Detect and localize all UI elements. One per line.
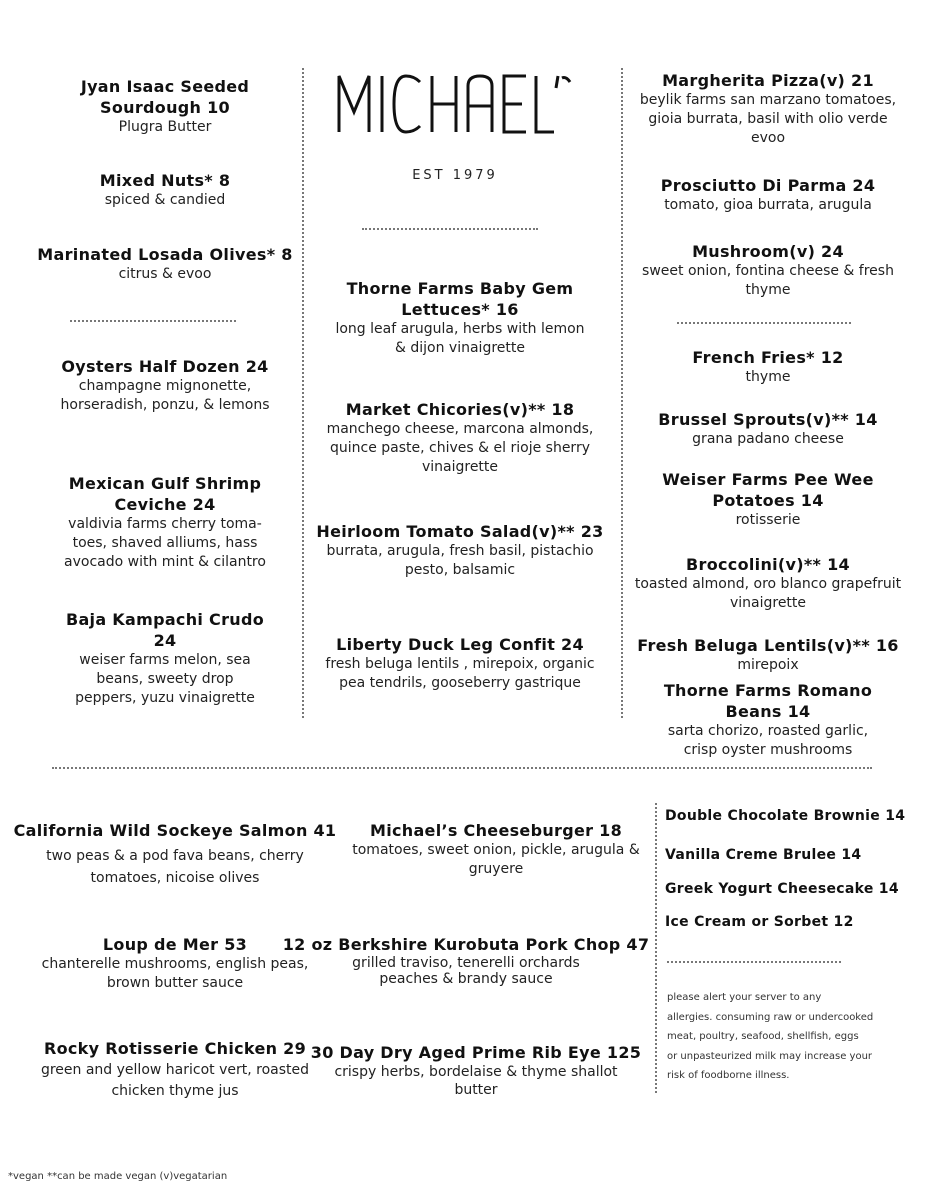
item-name: Weiser Farms Pee Wee Potatoes 14 — [662, 470, 874, 510]
item-name: Fresh Beluga Lentils(v)** 16 — [637, 636, 899, 655]
item-name: Baja Kampachi Crudo 24 — [65, 610, 265, 650]
menu-item — [620, 635, 916, 675]
menu-item — [624, 347, 912, 387]
item-desc: valdivia farms cherry toma- toes, shaved alliums, hass avocado with mint & cilantro — [64, 516, 266, 570]
notice-line: or unpasteurized milk may increase your — [667, 1050, 873, 1062]
mains-right-column — [280, 800, 652, 1120]
menu-item — [634, 70, 902, 148]
menu-item — [624, 241, 912, 300]
notice-line: allergies. consuming raw or undercooked — [667, 1011, 874, 1023]
item-desc: fresh beluga lentils , mirepoix, organic pea tendrils, gooseberry gastrique — [325, 656, 595, 691]
item-desc: green and yellow haricot vert, roasted chicken thyme jus — [40, 1062, 310, 1099]
dessert-item: Ice Cream or Sorbet 12 — [665, 914, 854, 930]
item-desc: mirepoix — [737, 657, 799, 673]
menu-item — [325, 634, 595, 693]
item-name: Michael’s Cheeseburger 18 — [369, 821, 623, 840]
item-name: Prosciutto Di Parma 24 — [660, 176, 876, 195]
item-desc: burrata, arugula, fresh basil, pistachio pesto, balsamic — [326, 543, 594, 578]
menu-item — [624, 554, 912, 613]
item-name: Margherita Pizza(v) 21 — [662, 71, 874, 90]
est-year: EST 1979 — [412, 168, 498, 183]
notice-line: meat, poultry, seafood, shellfish, eggs — [667, 1031, 859, 1042]
item-name: Jyan Isaac Seeded Sourdough 10 — [80, 77, 250, 117]
middle-column — [305, 0, 615, 760]
menu-item — [305, 399, 615, 477]
item-name: Mixed Nuts* 8 — [99, 171, 231, 190]
left-column — [20, 0, 310, 760]
menu-item — [305, 521, 615, 580]
footnote: *vegan **can be made vegan (v)vegatarian — [8, 1171, 228, 1182]
item-desc: crispy herbs, bordelaise & thyme shallot butter — [334, 1064, 618, 1098]
item-name: Thorne Farms Romano Beans 14 — [663, 681, 873, 721]
menu-item — [60, 473, 270, 572]
item-desc: manchego cheese, marcona almonds, quince paste, chives & el rioje sherry vinaigrette — [326, 421, 594, 475]
item-desc: chanterelle mushrooms, english peas, brown butter sauce — [41, 956, 309, 991]
menu-item — [340, 820, 652, 879]
item-desc: two peas & a pod fava beans, cherry tomatoes, nicoise olives — [46, 848, 304, 886]
item-desc: citrus & evoo — [118, 266, 212, 282]
menu-item — [60, 356, 270, 415]
item-name: Mushroom(v) 24 — [692, 242, 844, 261]
dessert-item: Greek Yogurt Cheesecake 14 — [665, 881, 899, 897]
menu-item — [654, 469, 882, 530]
item-name: California Wild Sockeye Salmon 41 — [13, 821, 337, 840]
menu-item — [20, 170, 310, 210]
item-name: Heirloom Tomato Salad(v)** 23 — [316, 522, 604, 541]
allergy-notice — [667, 988, 887, 1086]
item-name: French Fries* 12 — [692, 348, 844, 367]
item-desc: rotisserie — [735, 512, 801, 528]
item-desc: weiser farms melon, sea beans, sweety drop peppers, yuzu vinaigrette — [75, 652, 255, 706]
item-desc: toasted almond, oro blanco grapefruit vinaigrette — [634, 576, 902, 611]
item-name: Market Chicories(v)** 18 — [345, 400, 575, 419]
divider-right-vertical — [621, 68, 623, 718]
menu-item — [624, 409, 912, 449]
item-name: Mexican Gulf Shrimp Ceviche 24 — [68, 474, 262, 514]
item-desc: sweet onion, fontina cheese & fresh thyme — [642, 263, 894, 298]
item-desc: tomato, gioa burrata, arugula — [664, 197, 872, 213]
menu-item — [280, 934, 652, 987]
dessert-item: Vanilla Creme Brulee 14 — [665, 847, 862, 863]
menu-item — [20, 244, 310, 284]
item-name: 30 Day Dry Aged Prime Rib Eye 125 — [310, 1043, 642, 1062]
item-desc: beylik farms san marzano tomatoes, gioia burrata, basil with olio verde evoo — [639, 92, 897, 146]
item-name: 12 oz Berkshire Kurobuta Pork Chop 47 — [282, 935, 650, 954]
item-desc: grilled traviso, tenerelli orchards peaches & brandy sauce — [352, 955, 580, 987]
divider-desserts-short — [667, 961, 841, 963]
item-name: Thorne Farms Baby Gem Lettuces* 16 — [346, 279, 574, 319]
notice-line: risk of foodborne illness. — [667, 1070, 790, 1081]
item-desc: tomatoes, sweet onion, pickle, arugula & gruyere — [352, 842, 640, 877]
item-name: Brussel Sprouts(v)** 14 — [658, 410, 878, 429]
divider-desserts-vertical — [655, 803, 657, 1093]
item-name: Marinated Losada Olives* 8 — [37, 245, 293, 264]
menu-item — [300, 1042, 652, 1099]
item-desc: spiced & candied — [104, 192, 226, 208]
item-name: Liberty Duck Leg Confit 24 — [336, 635, 584, 654]
right-column — [624, 0, 912, 760]
item-desc: long leaf arugula, herbs with lemon & dijon vinaigrette — [335, 321, 585, 356]
item-desc: champagne mignonette, horseradish, ponzu, & lemons — [60, 378, 270, 413]
item-desc: Plugra Butter — [118, 119, 212, 135]
item-name: Rocky Rotisserie Chicken 29 — [43, 1039, 307, 1058]
item-desc: thyme — [745, 369, 791, 385]
item-name: Loup de Mer 53 — [102, 935, 248, 954]
item-name: Broccolini(v)** 14 — [686, 555, 850, 574]
menu-item — [654, 680, 882, 760]
dessert-item: Double Chocolate Brownie 14 — [665, 808, 906, 824]
notice-line: please alert your server to any — [667, 992, 822, 1003]
menu-item — [50, 76, 280, 137]
menu-item — [65, 609, 265, 708]
divider-main — [52, 767, 872, 769]
item-name: Oysters Half Dozen 24 — [61, 357, 269, 376]
menu-item — [624, 175, 912, 215]
menu-item — [35, 934, 315, 993]
menu-item — [335, 278, 585, 358]
item-desc: sarta chorizo, roasted garlic, crisp oyster mushrooms — [667, 723, 869, 758]
item-desc: grana padano cheese — [692, 431, 844, 447]
